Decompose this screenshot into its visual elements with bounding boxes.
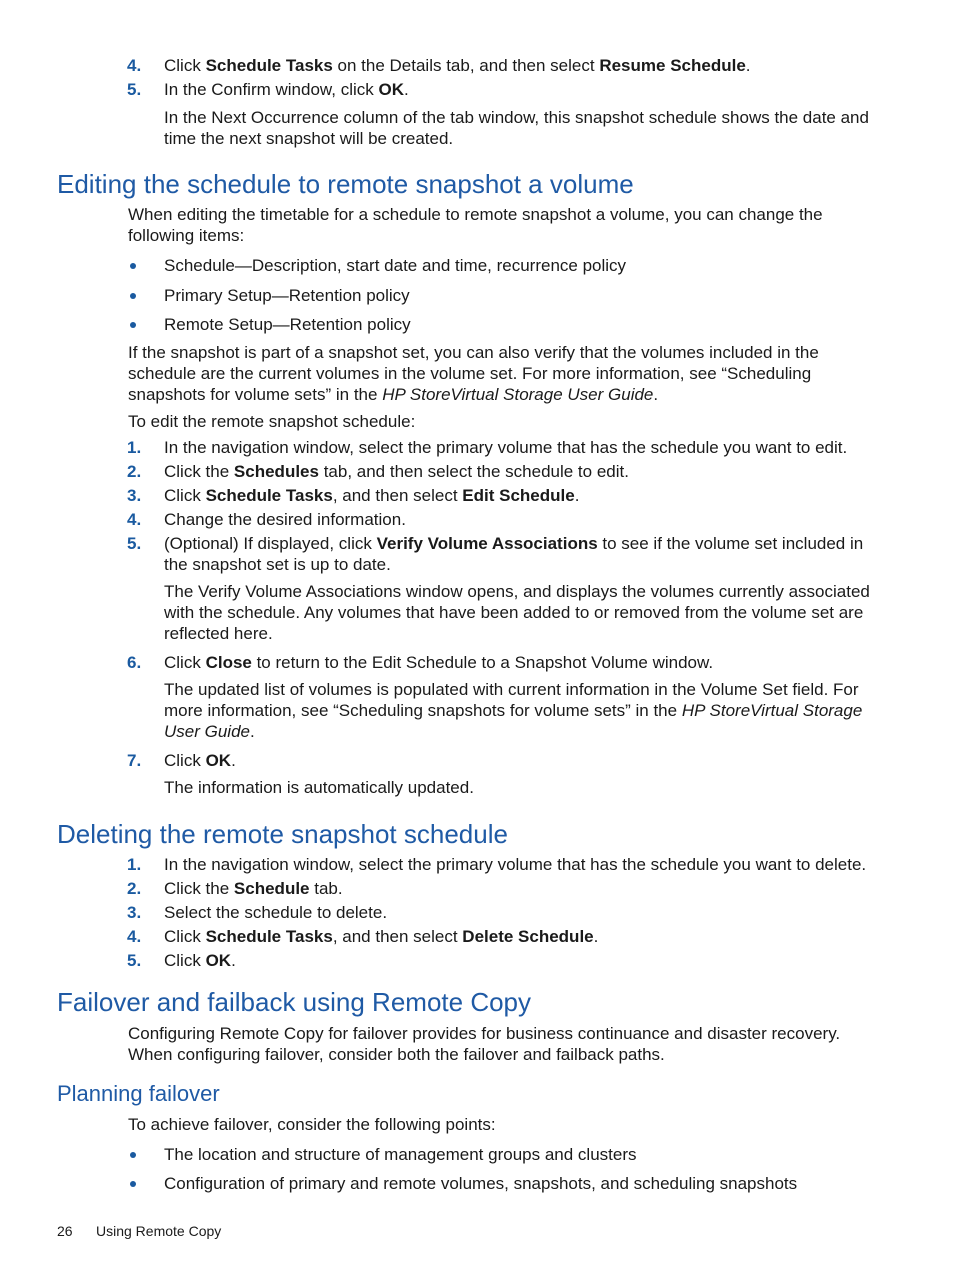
section-heading: Failover and failback using Remote Copy: [57, 987, 532, 1017]
step-text: (Optional) If displayed, click Verify Volume Associations to see if the volume set included in the snapshot set is up to date.: [164, 534, 864, 574]
step-number: 4.: [127, 510, 142, 529]
step-number: 3.: [127, 486, 142, 505]
step-text: In the Confirm window, click OK.: [164, 80, 409, 99]
step-number: 4.: [127, 56, 142, 75]
list-item: Configuration of primary and remote volumes, snapshots, and scheduling snapshots: [164, 1174, 798, 1193]
step-text: Click Close to return to the Edit Schedule to a Snapshot Volume window.: [164, 653, 714, 672]
list-item: Primary Setup—Retention policy: [164, 286, 410, 305]
step-text: Click the Schedules tab, and then select the schedule to edit.: [164, 462, 629, 481]
step-text: Click the Schedule tab.: [164, 879, 343, 898]
bullet-icon: [130, 322, 136, 328]
bullet-icon: [130, 293, 136, 299]
step-number: 7.: [127, 751, 142, 770]
list-item: The location and structure of management groups and clusters: [164, 1145, 637, 1164]
step-text: Click Schedule Tasks on the Details tab, and then select Resume Schedule.: [164, 56, 751, 75]
step-note: In the Next Occurrence column of the tab window, this snapshot schedule shows the date and time the next snapshot will be created.: [164, 108, 869, 148]
subsection-heading: Planning failover: [57, 1081, 220, 1106]
step-text: Click Schedule Tasks, and then select Delete Schedule.: [164, 927, 599, 946]
step-note: The updated list of volumes is populated with current information in the Volume Set field. For more information, see “Scheduling snapshots for volume sets” in the HP StoreVirtual Storage User Guide.: [164, 680, 863, 741]
section-heading: Editing the schedule to remote snapshot a volume: [57, 169, 634, 199]
step-number: 5.: [127, 951, 142, 970]
bullet-icon: [130, 263, 136, 269]
paragraph: To achieve failover, consider the following points:: [128, 1115, 496, 1134]
paragraph: If the snapshot is part of a snapshot set, you can also verify that the volumes included in the schedule are the current volumes in the volume set. For more information, see “Scheduling snapshots for volume sets” in the HP StoreVirtual Storage User Guide.: [128, 343, 819, 404]
step-text: In the navigation window, select the primary volume that has the schedule you want to delete.: [164, 855, 867, 874]
step-number: 1.: [127, 438, 142, 457]
step-number: 4.: [127, 927, 142, 946]
bullet-icon: [130, 1181, 136, 1187]
page-number: 26: [57, 1223, 73, 1239]
footer-section-title: Using Remote Copy: [96, 1223, 222, 1239]
section-heading: Deleting the remote snapshot schedule: [57, 819, 508, 849]
bullet-icon: [130, 1152, 136, 1158]
step-note: The information is automatically updated.: [164, 778, 474, 797]
list-item: Remote Setup—Retention policy: [164, 315, 411, 334]
step-number: 5.: [127, 80, 142, 99]
step-number: 2.: [127, 879, 142, 898]
step-text: Select the schedule to delete.: [164, 903, 388, 922]
paragraph: When editing the timetable for a schedule to remote snapshot a volume, you can change the following items:: [128, 205, 823, 245]
step-number: 1.: [127, 855, 142, 874]
step-text: In the navigation window, select the primary volume that has the schedule you want to edit.: [164, 438, 848, 457]
step-text: Click OK.: [164, 951, 236, 970]
step-text: Click Schedule Tasks, and then select Edit Schedule.: [164, 486, 580, 505]
step-number: 6.: [127, 653, 142, 672]
list-item: Schedule—Description, start date and time, recurrence policy: [164, 256, 627, 275]
step-number: 2.: [127, 462, 142, 481]
step-text: Change the desired information.: [164, 510, 406, 529]
step-note: The Verify Volume Associations window opens, and displays the volumes currently associated with the schedule. Any volumes that have been added to or removed from the volume set are reflected here.: [164, 582, 870, 643]
paragraph: To edit the remote snapshot schedule:: [128, 412, 416, 431]
step-text: Click OK.: [164, 751, 236, 770]
paragraph: Configuring Remote Copy for failover provides for business continuance and disaster recovery. When configuring failover, consider both the failover and failback paths.: [128, 1024, 841, 1064]
step-number: 3.: [127, 903, 142, 922]
step-number: 5.: [127, 534, 142, 553]
